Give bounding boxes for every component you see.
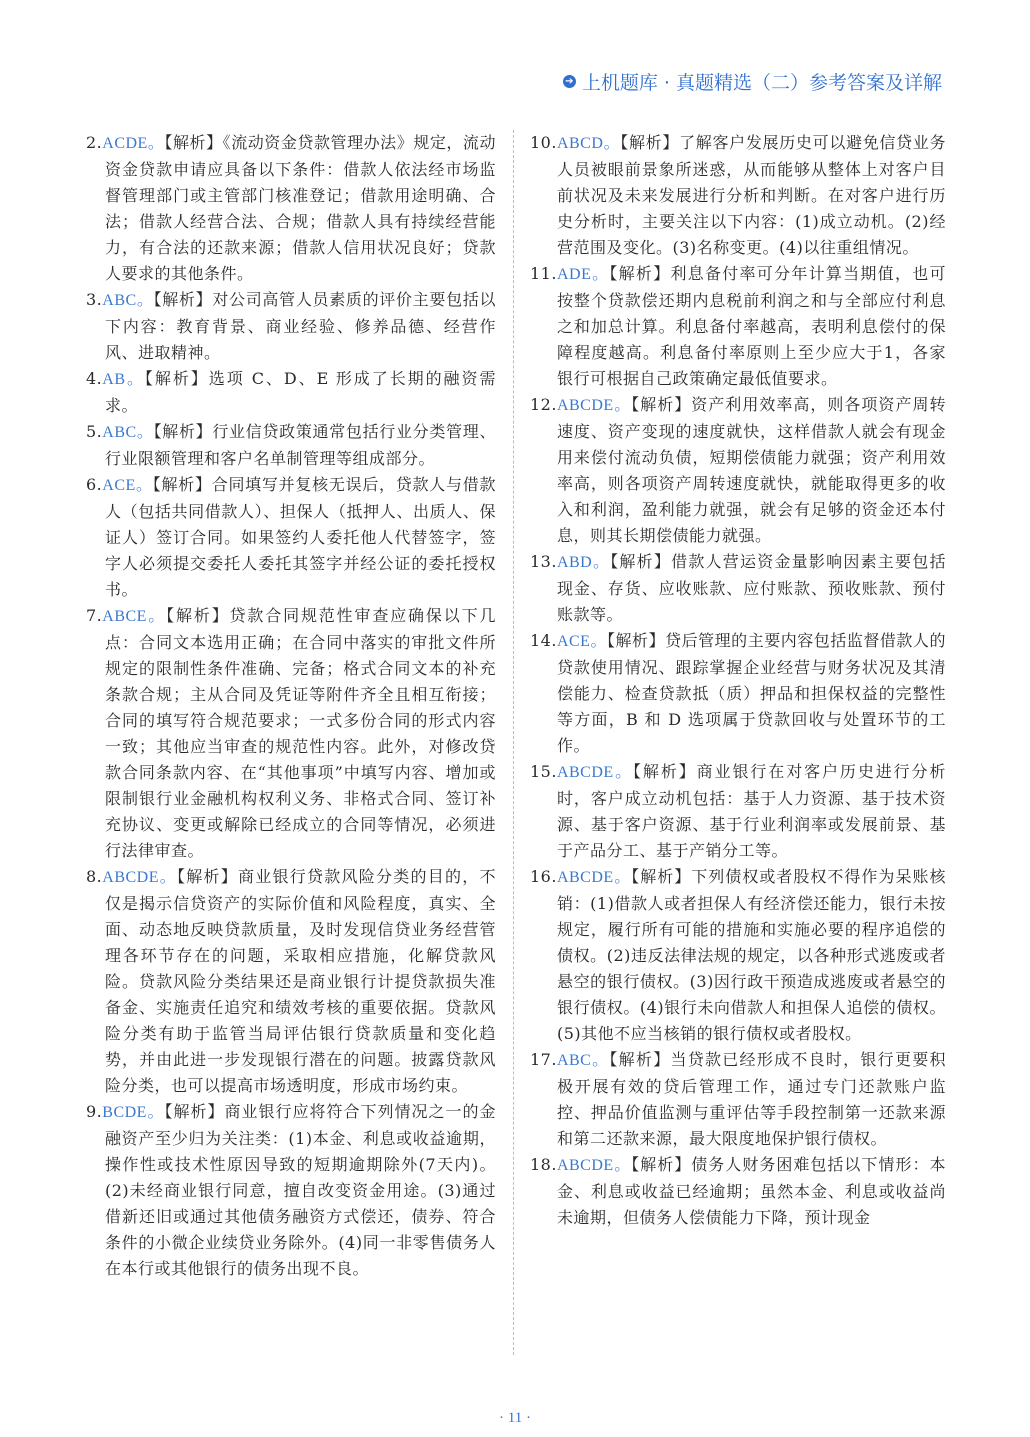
analysis-label: 【解析】 <box>609 1050 671 1069</box>
explanation-text: 商业银行在对客户历史进行分析时，客户成立动机包括：基于人力资源、基于技术资源、基于客户资源、基于行业利润率或发展前景、基于产品分工、基于产销分工等。 <box>557 762 946 860</box>
answer-separator: 。 <box>613 869 632 886</box>
answer-key: AB <box>102 371 126 388</box>
explanation-text: 贷后管理的主要内容包括监督借款人的贷款使用情况、跟踪掌握企业经营与财务状况及其清偿能力、检查贷款抵（质）押品和担保权益的完整性等方面，B 和 D 选项属于贷款回收与处置环节的工作。 <box>557 631 946 755</box>
answer-item <box>86 603 496 864</box>
analysis-label: 【解析】 <box>164 133 223 152</box>
question-number: 18. <box>530 1155 557 1174</box>
answer-item <box>86 864 496 1099</box>
question-number: 5. <box>86 422 103 441</box>
answer-item <box>86 472 496 603</box>
answer-item <box>530 392 946 549</box>
answer-separator: 。 <box>591 1052 610 1069</box>
answer-item <box>86 130 496 287</box>
answer-item <box>530 1152 946 1231</box>
answer-separator: 。 <box>591 266 610 283</box>
analysis-label: 【解析】 <box>164 1102 225 1121</box>
question-number: 10. <box>530 133 557 152</box>
question-number: 2. <box>86 133 103 152</box>
question-number: 9. <box>86 1102 103 1121</box>
answer-key: ABCDE <box>556 397 614 414</box>
answer-separator: 。 <box>613 764 634 781</box>
analysis-label: 【解析】 <box>633 762 697 781</box>
answer-key: BCDE <box>102 1104 147 1121</box>
answer-separator: 。 <box>147 135 165 152</box>
answer-key: ABCDE <box>556 764 614 781</box>
right-column <box>530 130 946 1231</box>
answer-item <box>530 1047 946 1152</box>
explanation-text: 选项 C、D、E 形成了长期的融资需求。 <box>105 369 496 415</box>
answer-item <box>86 419 496 472</box>
answer-separator: 。 <box>603 135 621 152</box>
question-number: 17. <box>530 1050 557 1069</box>
question-number: 6. <box>86 475 103 494</box>
answer-item <box>86 287 496 366</box>
analysis-label: 【解析】 <box>631 395 692 414</box>
column-divider <box>513 130 514 1355</box>
running-header <box>563 68 942 95</box>
left-column <box>86 130 496 1282</box>
answer-key: ABC <box>102 424 137 441</box>
header-title: 上机题库 · 真题精选（二）参考答案及详解 <box>581 72 942 94</box>
explanation-text: 商业银行应将符合下列情况之一的金融资产至少归为关注类：(1)本金、利息或收益逾期，操作性或技术性原因导致的短期逾期除外(7天内)。(2)未经商业银行同意，擅自改变资金用途。(3)通过借新还旧或通过其他债务融资方式偿还，债券、符合条件的小微企业续贷业务除外。(4)同一非零售债务人在本行或其他银行的债务出现不良。 <box>105 1102 496 1278</box>
explanation-text: 借款人营运资金量影响因素主要包括现金、存货、应收账款、应付账款、预收账款、预付账款等。 <box>557 552 946 624</box>
question-number: 11. <box>530 264 557 283</box>
answer-key: ADE <box>556 266 592 283</box>
explanation-text: 合同填写并复核无误后，贷款人与借款人（包括共同借款人）、担保人（抵押人、出质人、保证人）签订合同。如果签约人委托他人代替签字，签字人必须提交委托人委托其签字并经公证的委托授权书。 <box>105 475 496 599</box>
answer-item <box>530 628 946 759</box>
answer-separator: 。 <box>146 608 167 625</box>
analysis-label: 【解析】 <box>631 867 692 886</box>
answer-key: ABCD <box>556 135 604 152</box>
question-number: 15. <box>530 762 557 781</box>
answer-separator: 。 <box>592 554 611 571</box>
answer-key: ACE <box>102 477 136 494</box>
answer-key: ABCDE <box>102 869 159 886</box>
answer-item <box>530 261 946 392</box>
explanation-text: 下列债权或者股权不得作为呆账核销：(1)借款人或者担保人有经济偿还能力，银行未按规定，履行所有可能的措施和实施必要的程序追偿的债权。(2)违反法律法规的规定，以各种形式逃废或者悬空的银行债权。(3)因行政干预造成逃废或者悬空的银行债权。(4)银行未向借款人和担保人追偿的债权。(5)其他不应当核销的银行债权或者股权。 <box>557 867 946 1043</box>
answer-item <box>530 864 946 1047</box>
answer-separator: 。 <box>159 869 177 886</box>
analysis-label: 【解析】 <box>153 422 213 441</box>
explanation-text: 当贷款已经形成不良时，银行更要积极开展有效的贷后管理工作，通过专门还款账户监控、押品价值监测与重评估等手段控制第一还款来源和第二还款来源，最大限度地保护银行债权。 <box>557 1050 946 1148</box>
question-number: 13. <box>530 552 557 571</box>
answer-separator: 。 <box>613 397 632 414</box>
explanation-text: 了解客户发展历史可以避免信贷业务人员被眼前景象所迷惑，从而能够从整体上对客户目前状况及未来发展进行分析和判断。在对客户进行历史分析时，主要关注以下内容：(1)成立动机。(2)经营范围及变化。(3)名称变更。(4)以往重组情况。 <box>557 133 946 257</box>
answer-separator: 。 <box>613 1157 632 1174</box>
question-number: 14. <box>530 631 557 650</box>
answer-item <box>530 130 946 261</box>
answer-item <box>530 549 946 628</box>
analysis-label: 【解析】 <box>166 606 230 625</box>
answer-separator: 。 <box>136 424 154 441</box>
analysis-label: 【解析】 <box>152 475 212 494</box>
answer-key: ABCDE <box>556 1157 614 1174</box>
question-number: 4. <box>86 369 103 388</box>
explanation-text: 资产利用效率高，则各项资产周转速度、资产变现的速度就快，这样借款人就会有现金用来偿付流动负债，短期偿债能力就强；资产利用效率高，则各项资产周转速度就快，就能取得更多的收入和利润，盈利能力就强，就会有足够的资金还本付息，则其长期偿债能力就强。 <box>557 395 946 545</box>
analysis-label: 【解析】 <box>144 369 209 388</box>
analysis-label: 【解析】 <box>607 631 666 650</box>
answer-key: ABC <box>102 292 137 309</box>
answer-key: ABCDE <box>556 869 614 886</box>
answer-key: ACE <box>556 633 591 650</box>
question-number: 16. <box>530 867 557 886</box>
question-number: 12. <box>530 395 557 414</box>
answer-key: ABCE <box>102 608 147 625</box>
explanation-text: 利息备付率可分年计算当期值，也可按整个贷款偿还期内息税前利润之和与全部应付利息之和加总计算。利息备付率越高，表明利息偿付的保障程度越高。利息备付率原则上至少应大于1，各家银行可根据自己政策确定最低值要求。 <box>557 264 946 388</box>
analysis-label: 【解析】 <box>610 552 672 571</box>
question-number: 3. <box>86 290 103 309</box>
answer-key: ACDE <box>102 135 148 152</box>
analysis-label: 【解析】 <box>631 1155 692 1174</box>
answer-separator: 。 <box>590 633 607 650</box>
question-number: 7. <box>86 606 103 625</box>
arrow-circle-icon: ➔ <box>563 75 576 88</box>
answer-separator: 。 <box>125 371 145 388</box>
explanation-text: 贷款合同规范性审查应确保以下几点：合同文本选用正确；在合同中落实的审批文件所规定的限制性条件准确、完备；格式合同文本的补充条款合规；主从合同及凭证等附件齐全且相互衔接；合同的填写符合规范要求；一式多份合同的形式内容一致；其他应当审查的规范性内容。此外，对修改贷款合同条款内容、在“其他事项”中填写内容、增加或限制银行业金融机构权利义务、非格式合同、签订补充协议、变更或解除已经成立的合同等情况，必须进行法律审查。 <box>105 606 496 860</box>
analysis-label: 【解析】 <box>620 133 680 152</box>
analysis-label: 【解析】 <box>177 867 238 886</box>
explanation-text: 商业银行贷款风险分类的目的，不仅是揭示信贷资产的实际价值和风险程度，真实、全面、动态地反映贷款质量，及时发现信贷业务经营管理各环节存在的问题，采取相应措施，化解贷款风险。贷款风险分类结果还是商业银行计提贷款损失准备金、实施责任追究和绩效考核的重要依据。贷款风险分类有助于监管当局评估银行贷款质量和变化趋势，并由此进一步发现银行潜在的问题。披露贷款风险分类，也可以提高市场透明度，形成市场约束。 <box>105 867 496 1095</box>
explanation-text: 对公司高管人员素质的评价主要包括以下内容：教育背景、商业经验、修养品德、经营作风、进取精神。 <box>105 290 496 362</box>
explanation-text: 《流动资金贷款管理办法》规定，流动资金贷款申请应具备以下条件：借款人依法经市场监督管理部门或主管部门核准登记；借款用途明确、合法；借款人经营合法、合规；借款人具有持续经营能力，有合法的还款来源；借款人信用状况良好；贷款人要求的其他条件。 <box>105 133 496 283</box>
explanation-text: 债务人财务困难包括以下情形：本金、利息或收益已经逾期；虽然本金、利息或收益尚未逾期，但债务人偿债能力下降，预计现金 <box>557 1155 946 1227</box>
answer-key: ABD <box>556 554 593 571</box>
answer-separator: 。 <box>136 292 154 309</box>
question-number: 8. <box>86 867 103 886</box>
answer-separator: 。 <box>146 1104 165 1121</box>
analysis-label: 【解析】 <box>153 290 213 309</box>
analysis-label: 【解析】 <box>609 264 671 283</box>
answer-key: ABC <box>556 1052 592 1069</box>
page-number: · 11 · <box>499 1410 531 1426</box>
explanation-text: 行业信贷政策通常包括行业分类管理、行业限额管理和客户名单制管理等组成部分。 <box>105 422 496 468</box>
answer-item <box>86 366 496 419</box>
answer-item <box>86 1099 496 1282</box>
answer-item <box>530 759 946 864</box>
answer-separator: 。 <box>135 477 153 494</box>
